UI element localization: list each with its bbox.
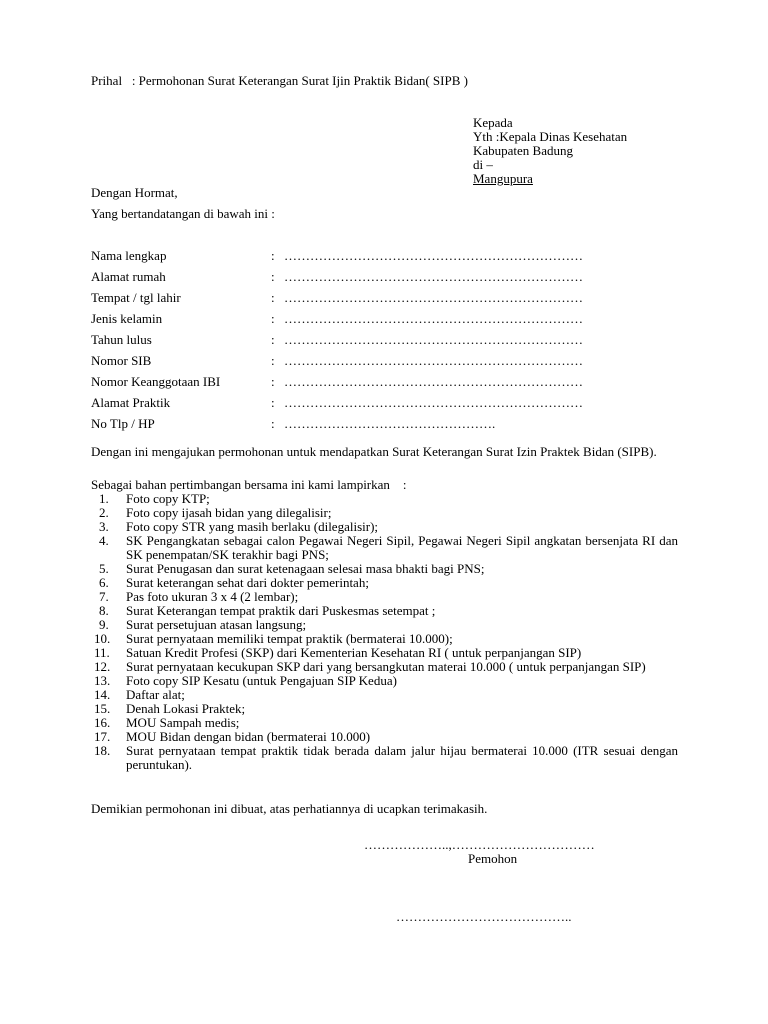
list-number: 11.	[94, 645, 110, 660]
list-item	[91, 674, 678, 688]
field-blank[interactable]: ……………………………………………………………	[284, 353, 583, 368]
field-blank[interactable]: ……………………………………………………………	[284, 311, 583, 326]
list-number: 6.	[99, 575, 109, 590]
list-text: Satuan Kredit Profesi (SKP) dari Kementerian Kesehatan RI ( untuk perpanjangan SIP)	[126, 645, 582, 660]
list-number: 3.	[99, 519, 109, 534]
subject-line	[91, 74, 468, 88]
list-item	[91, 688, 678, 702]
recipient-line: Kepada	[473, 115, 513, 130]
list-text: Daftar alat;	[126, 687, 185, 702]
recipient-block	[473, 116, 627, 186]
greeting: Dengan Hormat,	[91, 185, 178, 200]
list-number: 4.	[99, 533, 109, 548]
list-number: 2.	[99, 505, 109, 520]
list-text: Surat pernyataan kecukupan SKP dari yang bersangkutan materai 10.000 ( untuk perpanjangan SIP)	[126, 659, 646, 674]
field-label: Tempat / tgl lahir	[91, 290, 181, 305]
field-label: No Tlp / HP	[91, 416, 155, 431]
list-text: Surat Penugasan dan surat ketenagaan selesai masa bhakti bagi PNS;	[126, 561, 485, 576]
list-item	[91, 744, 678, 772]
list-text: Foto copy ijasah bidan yang dilegalisir;	[126, 505, 332, 520]
field-colon: :	[271, 311, 275, 326]
list-text: Surat persetujuan atasan langsung;	[126, 617, 307, 632]
field-label: Tahun lulus	[91, 332, 152, 347]
place-date-blank[interactable]: ………………..,……………………………	[364, 837, 595, 852]
field-blank[interactable]: ……………………………………………………………	[284, 248, 583, 263]
field-colon: :	[271, 374, 275, 389]
list-number: 17.	[94, 729, 111, 744]
list-text: Surat pernyataan tempat praktik tidak berada dalam jalur hijau bermaterai 10.000 (ITR sesuai dengan peruntukan).	[126, 743, 678, 772]
signature-blank[interactable]: …………………………………..	[396, 909, 572, 924]
field-blank[interactable]: ……………………………………………………………	[284, 374, 583, 389]
field-blank[interactable]: ……………………………………………………………	[284, 290, 583, 305]
list-item	[91, 646, 678, 660]
field-blank[interactable]: ………………………………………….	[284, 416, 496, 431]
recipient-line: di –	[473, 157, 493, 172]
recipient-line: Kabupaten Badung	[473, 143, 574, 158]
subject-text: : Permohonan Surat Keterangan Surat Ijin Praktik Bidan( SIPB )	[131, 73, 468, 88]
list-item	[91, 534, 678, 562]
attachments-list	[91, 492, 678, 772]
field-label: Jenis kelamin	[91, 311, 163, 326]
list-item	[91, 632, 678, 646]
list-item	[91, 562, 678, 576]
list-item	[91, 506, 678, 520]
list-text: Foto copy STR yang masih berlaku (dilegalisir);	[126, 519, 379, 534]
field-colon: :	[271, 332, 275, 347]
field-label: Alamat Praktik	[91, 395, 171, 410]
list-item	[91, 576, 678, 590]
field-label: Alamat rumah	[91, 269, 166, 284]
list-text: Pas foto ukuran 3 x 4 (2 lembar);	[126, 589, 299, 604]
subject-label: Prihal	[91, 73, 123, 88]
list-item	[91, 716, 678, 730]
list-number: 1.	[99, 491, 109, 506]
list-number: 18.	[94, 743, 111, 758]
list-number: 13.	[94, 673, 111, 688]
list-number: 15.	[94, 701, 111, 716]
list-number: 8.	[99, 603, 109, 618]
list-item	[91, 660, 678, 674]
list-number: 14.	[94, 687, 111, 702]
recipient-line: Yth :Kepala Dinas Kesehatan	[473, 129, 628, 144]
applicant-label: Pemohon	[468, 851, 518, 866]
list-text: Foto copy SIP Kesatu (untuk Pengajuan SIP Kedua)	[126, 673, 397, 688]
list-number: 10.	[94, 631, 111, 646]
list-item	[91, 730, 678, 744]
list-number: 16.	[94, 715, 111, 730]
list-text: Foto copy KTP;	[126, 491, 210, 506]
field-label: Nomor SIB	[91, 353, 152, 368]
field-colon: :	[271, 416, 275, 431]
list-text: Denah Lokasi Praktek;	[126, 701, 246, 716]
list-number: 5.	[99, 561, 109, 576]
field-label: Nama lengkap	[91, 248, 167, 263]
field-label: Nomor Keanggotaan IBI	[91, 374, 221, 389]
field-colon: :	[271, 353, 275, 368]
field-colon: :	[271, 290, 275, 305]
field-colon: :	[271, 248, 275, 263]
recipient-city: Mangupura	[473, 171, 533, 186]
list-item	[91, 492, 678, 506]
list-item	[91, 590, 678, 604]
closing-text: Demikian permohonan ini dibuat, atas perhatiannya di ucapkan terimakasih.	[91, 801, 488, 816]
list-text: Surat pernyataan memiliki tempat praktik (bermaterai 10.000);	[126, 631, 453, 646]
list-item	[91, 618, 678, 632]
field-colon: :	[271, 395, 275, 410]
field-colon: :	[271, 269, 275, 284]
list-item	[91, 520, 678, 534]
list-text: Surat Keterangan tempat praktik dari Puskesmas setempat ;	[126, 603, 436, 618]
list-text: Surat keterangan sehat dari dokter pemerintah;	[126, 575, 369, 590]
field-blank[interactable]: ……………………………………………………………	[284, 269, 583, 284]
list-number: 7.	[99, 589, 109, 604]
list-number: 9.	[99, 617, 109, 632]
list-text: MOU Bidan dengan bidan (bermaterai 10.000)	[126, 729, 371, 744]
intro-text: Yang bertandatangan di bawah ini :	[91, 206, 275, 221]
field-blank[interactable]: ……………………………………………………………	[284, 332, 583, 347]
list-item	[91, 702, 678, 716]
list-text: SK Pengangkatan sebagai calon Pegawai Negeri Sipil, Pegawai Negeri Sipil angkatan bersenjata RI dan SK penempatan/SK terakhir bagi PNS;	[126, 533, 678, 562]
list-number: 12.	[94, 659, 111, 674]
attachments-intro: Sebagai bahan pertimbangan bersama ini kami lampirkan :	[91, 477, 407, 492]
list-item	[91, 604, 678, 618]
request-paragraph: Dengan ini mengajukan permohonan untuk mendapatkan Surat Keterangan Surat Izin Praktek Bidan (SIPB).	[91, 444, 657, 459]
field-blank[interactable]: ……………………………………………………………	[284, 395, 583, 410]
list-text: MOU Sampah medis;	[126, 715, 240, 730]
